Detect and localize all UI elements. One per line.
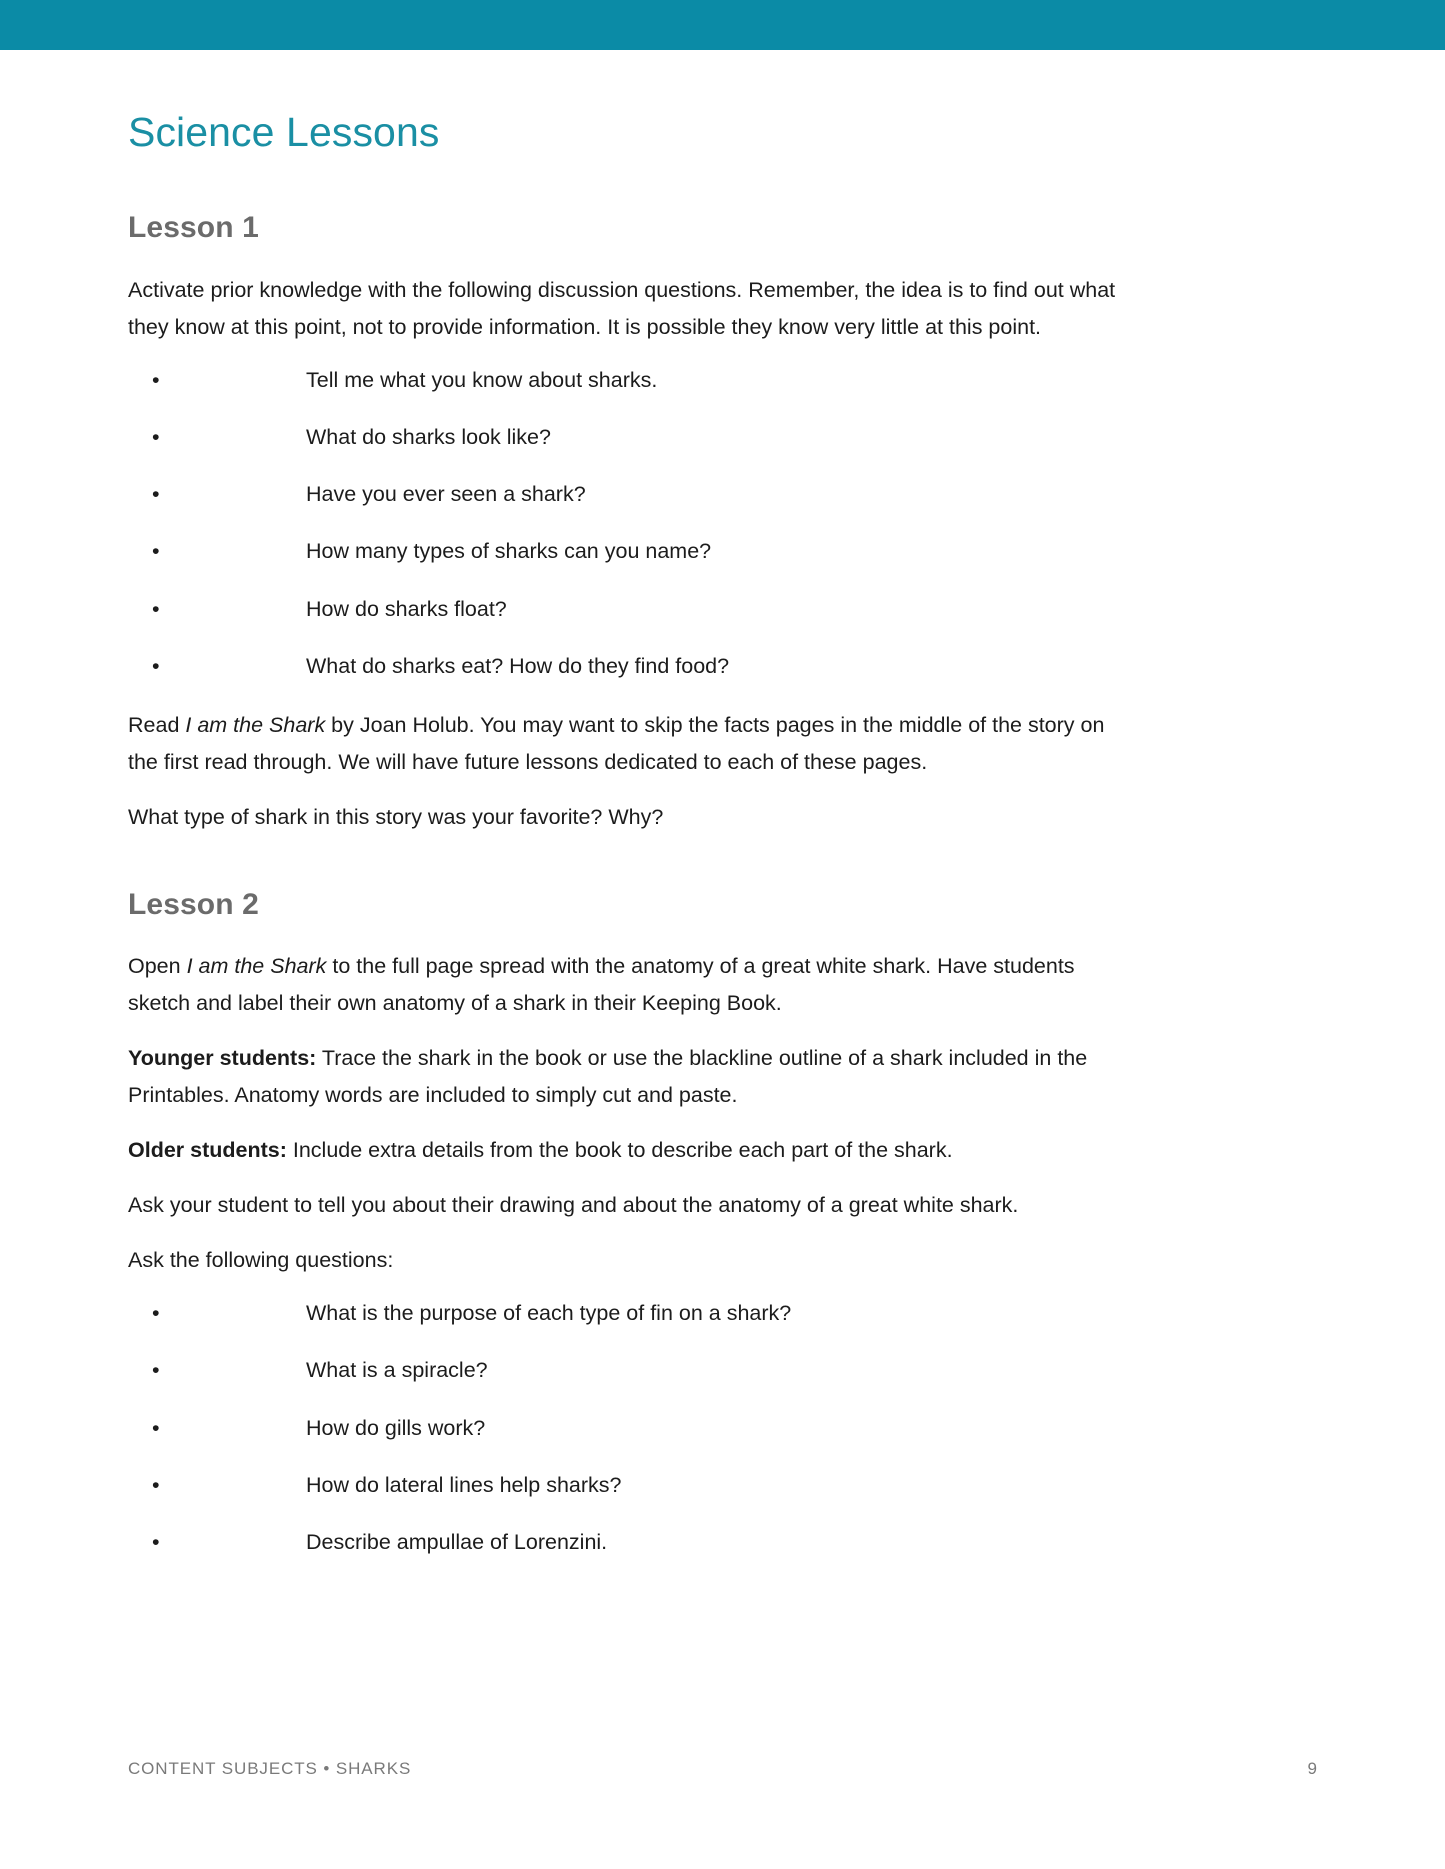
list-item: [128, 364, 1317, 396]
list-item-label: What is a spiracle?: [306, 1358, 488, 1383]
list-item: [128, 421, 1317, 453]
page-title: Science Lessons: [128, 109, 440, 155]
list-item: [128, 535, 1317, 567]
list-item-label: How do gills work?: [306, 1415, 486, 1440]
lesson-1-question-list: [128, 364, 1317, 683]
lesson-1-intro-paragraph: Activate prior knowledge with the following discussion questions. Remember, the idea is to find out what they know at this point, not to provide information. It is possible they know very little at this point.: [128, 277, 1116, 339]
list-item-label: How many types of sharks can you name?: [306, 539, 712, 564]
open-prefix: Open: [128, 954, 187, 979]
bullet-icon: •: [152, 482, 160, 507]
list-item-label: Have you ever seen a shark?: [306, 482, 586, 507]
list-item-label: What is the purpose of each type of fin on a shark?: [306, 1301, 792, 1326]
older-students-paragraph: [128, 1132, 1138, 1169]
lesson-1-favorite-paragraph: What type of shark in this story was your favorite? Why?: [128, 804, 664, 829]
footer-breadcrumb: CONTENT SUBJECTS • SHARKS: [128, 1759, 412, 1778]
list-item: [128, 1526, 1317, 1558]
older-students-label: Older students:: [128, 1138, 287, 1163]
list-item: [128, 650, 1317, 682]
bullet-icon: •: [152, 1530, 160, 1555]
list-item: [128, 1412, 1317, 1444]
bullet-icon: •: [152, 596, 160, 621]
younger-students-paragraph: [128, 1040, 1138, 1114]
lesson-1-read-paragraph: [128, 707, 1138, 781]
list-item: [128, 1297, 1317, 1329]
list-item: [128, 593, 1317, 625]
younger-students-label: Younger students:: [128, 1046, 317, 1071]
list-item: [128, 478, 1317, 510]
read-prefix: Read: [128, 713, 186, 738]
book-title-italic: I am the Shark: [186, 954, 327, 979]
bullet-icon: •: [152, 1301, 160, 1326]
bullet-icon: •: [152, 367, 160, 392]
bullet-icon: •: [152, 424, 160, 449]
page-content: [0, 50, 1445, 1583]
book-title-italic: I am the Shark: [185, 713, 326, 738]
page-footer: [128, 1759, 1317, 1779]
lesson-1-heading: Lesson 1: [128, 211, 259, 245]
bullet-icon: •: [152, 1415, 160, 1440]
bullet-icon: •: [152, 539, 160, 564]
list-item: [128, 1354, 1317, 1386]
list-item-label: What do sharks look like?: [306, 424, 551, 449]
list-item-label: How do sharks float?: [306, 596, 507, 621]
lesson-2-heading: Lesson 2: [128, 887, 259, 921]
list-item-label: What do sharks eat? How do they find food?: [306, 653, 730, 678]
lesson-2-ask-paragraph: Ask your student to tell you about their drawing and about the anatomy of a great white shark.: [128, 1193, 1019, 1218]
bullet-icon: •: [152, 1472, 160, 1497]
bullet-icon: •: [152, 1358, 160, 1383]
lesson-2-question-list: [128, 1297, 1317, 1558]
page-number: 9: [1307, 1759, 1317, 1778]
bullet-icon: •: [152, 653, 160, 678]
list-item: [128, 1469, 1317, 1501]
lesson-2-questions-lead: Ask the following questions:: [128, 1248, 394, 1273]
older-students-text: Include extra details from the book to describe each part of the shark.: [286, 1138, 953, 1163]
list-item-label: Describe ampullae of Lorenzini.: [306, 1530, 608, 1555]
list-item-label: Tell me what you know about sharks.: [306, 367, 658, 392]
read-suffix: by Joan Holub. You may want to skip the facts pages in the middle of the story on the first read through. We will have future lessons dedicated to each of these pages.: [128, 713, 1105, 774]
open-suffix: to the full page spread with the anatomy of a great white shark. Have students sketch and label their own anatomy of a shark in their Keeping Book.: [128, 954, 1075, 1016]
younger-students-text: Trace the shark in the book or use the blackline outline of a shark included in the Printables. Anatomy words are included to simply cut and paste.: [128, 1046, 1088, 1108]
top-accent-bar: [0, 0, 1445, 50]
list-item-label: How do lateral lines help sharks?: [306, 1472, 622, 1497]
lesson-2-open-paragraph: [128, 948, 1138, 1022]
